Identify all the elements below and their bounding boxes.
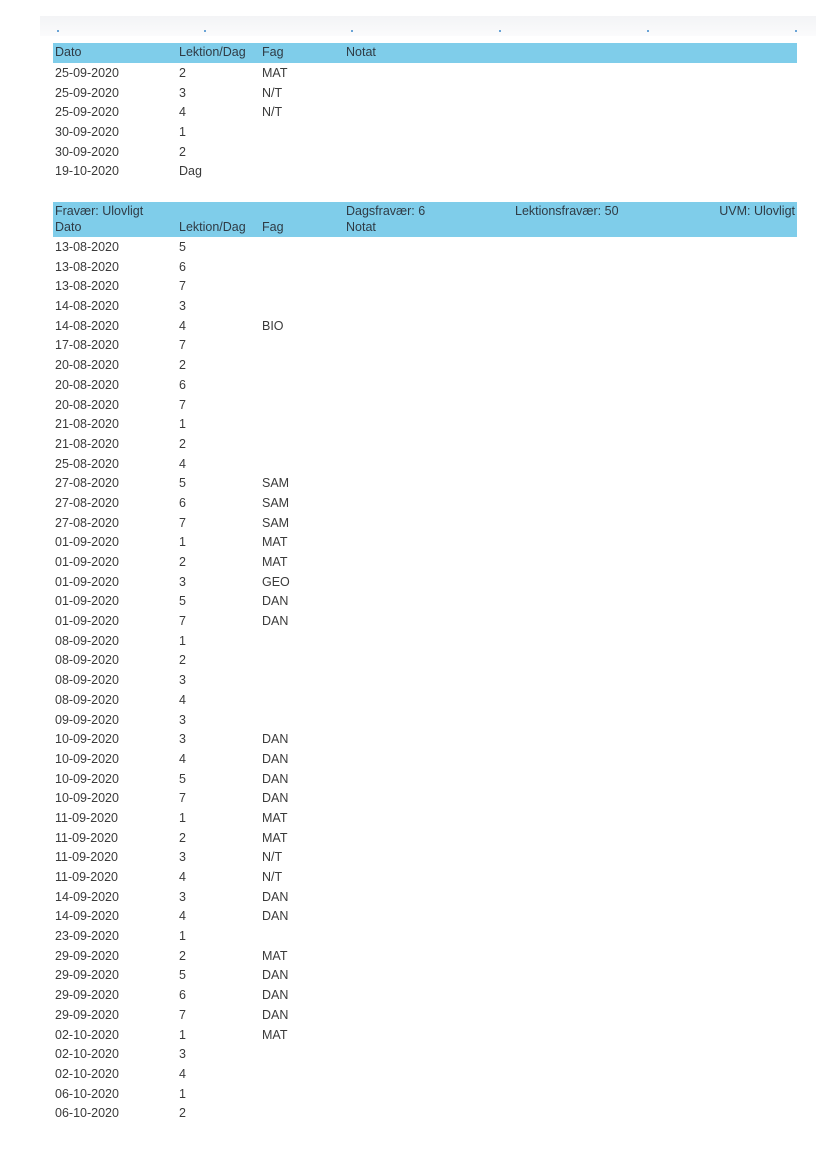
cell-dato: 27-08-2020 [55, 515, 119, 530]
table-row [53, 532, 797, 552]
cell-lektion: 7 [179, 791, 186, 806]
cell-fag: N/T [262, 850, 283, 865]
cell-lektion: 3 [179, 574, 186, 589]
cell-dato: 21-08-2020 [55, 417, 119, 432]
cell-fag: DAN [262, 1007, 289, 1022]
cell-lektion: 4 [179, 870, 186, 884]
scan-dot [499, 30, 501, 32]
header-lektion: Lektion/Dag [179, 220, 246, 234]
table-row [53, 473, 797, 493]
summary-fravaer-type: Fravær: Ulovligt [55, 204, 144, 218]
table-row [53, 335, 797, 355]
table-row [53, 906, 797, 926]
cell-dato: 30-09-2020 [55, 125, 119, 140]
cell-fag: DAN [262, 771, 289, 786]
cell-fag: MAT [262, 948, 288, 963]
table-row [53, 276, 797, 296]
table-row [53, 650, 797, 670]
table-row [53, 710, 797, 730]
cell-lektion: 4 [179, 1066, 186, 1081]
cell-lektion: 1 [179, 1086, 186, 1101]
table-row [53, 513, 797, 533]
header-dato: Dato [55, 220, 82, 234]
cell-dato: 29-09-2020 [55, 988, 119, 1003]
cell-lektion: 1 [179, 633, 186, 648]
table-row [53, 434, 797, 454]
cell-lektion: 3 [179, 889, 186, 904]
cell-dato: 08-09-2020 [55, 633, 119, 648]
cell-lektion: 7 [179, 397, 186, 412]
table-row [53, 631, 797, 651]
summary-uvm: UVM: Ulovligt [719, 204, 795, 218]
table-row [53, 1005, 797, 1025]
cell-dato: 14-09-2020 [55, 889, 119, 904]
cell-lektion: 2 [179, 555, 186, 569]
cell-fag: MAT [262, 810, 288, 825]
header-notat: Notat [346, 220, 376, 234]
table-row [53, 122, 797, 142]
table-row [53, 454, 797, 474]
table-row [53, 926, 797, 946]
table-row [53, 946, 797, 966]
cell-lektion: 1 [179, 125, 186, 140]
scan-dot [647, 30, 649, 32]
cell-fag: DAN [262, 751, 289, 766]
cell-lektion: 7 [179, 515, 186, 530]
cell-dato: 02-10-2020 [55, 1047, 119, 1062]
cell-fag: MAT [262, 830, 288, 845]
cell-dato: 13-08-2020 [55, 259, 119, 274]
cell-lektion: 2 [179, 144, 186, 159]
summary-dagsfravaer: Dagsfravær: 6 [346, 204, 426, 218]
cell-dato: 20-08-2020 [55, 377, 119, 392]
cell-fag: DAN [262, 889, 289, 904]
table-row [53, 161, 797, 181]
summary-lektionsfravaer: Lektionsfravær: 50 [515, 204, 619, 218]
table-row [53, 611, 797, 631]
cell-dato: 29-09-2020 [55, 948, 119, 963]
table-row [53, 591, 797, 611]
table-1-header [53, 43, 797, 63]
table-row [53, 257, 797, 277]
cell-dato: 01-09-2020 [55, 614, 119, 629]
cell-lektion: 6 [179, 377, 186, 392]
table-row [53, 375, 797, 395]
cell-dato: 14-08-2020 [55, 318, 119, 333]
table-row [53, 414, 797, 434]
scan-dot [204, 30, 206, 32]
cell-fag: DAN [262, 988, 289, 1003]
cell-lektion: 7 [179, 279, 186, 294]
scan-dot [351, 30, 353, 32]
cell-lektion: 4 [179, 909, 186, 924]
cell-dato: 02-10-2020 [55, 1066, 119, 1081]
scan-dot [57, 30, 59, 32]
cell-dato: 06-10-2020 [55, 1086, 119, 1101]
cell-lektion: 7 [179, 614, 186, 629]
cell-lektion: 5 [179, 771, 186, 786]
cell-lektion: 3 [179, 1047, 186, 1062]
table-row [53, 808, 797, 828]
cell-fag: DAN [262, 732, 289, 747]
cell-lektion: 1 [179, 929, 186, 944]
cell-dato: 01-09-2020 [55, 535, 119, 550]
scan-dot [795, 30, 797, 32]
cell-lektion: 5 [179, 594, 186, 609]
table-row [53, 316, 797, 336]
cell-dato: 11-09-2020 [55, 810, 119, 825]
cell-dato: 08-09-2020 [55, 673, 119, 688]
cell-lektion: 1 [179, 1027, 186, 1042]
cell-lektion: 4 [179, 692, 186, 707]
table-row [53, 867, 797, 887]
cell-lektion: 5 [179, 476, 186, 491]
cell-dato: 20-08-2020 [55, 358, 119, 373]
cell-lektion: 4 [179, 105, 186, 120]
cell-dato: 02-10-2020 [55, 1027, 119, 1042]
cell-fag: N/T [262, 105, 283, 120]
cell-dato: 08-09-2020 [55, 692, 119, 707]
table-row [53, 395, 797, 415]
absence-table-1 [53, 43, 797, 181]
table-1-rows [53, 63, 797, 181]
table-row [53, 355, 797, 375]
table-row [53, 1044, 797, 1064]
cell-lektion: 6 [179, 259, 186, 274]
table-row [53, 965, 797, 985]
header-fag: Fag [262, 45, 284, 59]
cell-fag: GEO [262, 574, 290, 589]
cell-fag: MAT [262, 535, 288, 550]
cell-dato: 17-08-2020 [55, 338, 119, 353]
cell-dato: 01-09-2020 [55, 555, 119, 569]
cell-dato: 19-10-2020 [55, 164, 119, 179]
table-row [53, 1025, 797, 1045]
cell-dato: 30-09-2020 [55, 144, 119, 159]
cell-lektion: 2 [179, 358, 186, 373]
cell-fag: DAN [262, 594, 289, 609]
absence-table-2 [53, 202, 797, 1123]
header-notat: Notat [346, 45, 376, 59]
table-row [53, 828, 797, 848]
cell-lektion: 7 [179, 338, 186, 353]
cell-dato: 27-08-2020 [55, 476, 119, 491]
cell-lektion: 7 [179, 1007, 186, 1022]
cell-lektion: 6 [179, 495, 186, 510]
table-row [53, 142, 797, 162]
cell-dato: 23-09-2020 [55, 929, 119, 944]
cell-dato: 13-08-2020 [55, 279, 119, 294]
cell-dato: 25-09-2020 [55, 85, 119, 100]
cell-lektion: 2 [179, 1106, 186, 1121]
table-row [53, 237, 797, 257]
table-row [53, 887, 797, 907]
cell-lektion: 4 [179, 318, 186, 333]
cell-fag: SAM [262, 476, 290, 491]
cell-dato: 29-09-2020 [55, 968, 119, 983]
cell-lektion: 2 [179, 436, 186, 451]
table-row [53, 1064, 797, 1084]
table-row [53, 749, 797, 769]
table-row [53, 690, 797, 710]
cell-fag: N/T [262, 870, 283, 884]
cell-fag: MAT [262, 555, 288, 569]
cell-lektion: Dag [179, 164, 202, 179]
table-row [53, 296, 797, 316]
cell-lektion: 2 [179, 948, 186, 963]
table-row [53, 83, 797, 103]
table-row [53, 670, 797, 690]
cell-lektion: 1 [179, 535, 186, 550]
cell-lektion: 6 [179, 988, 186, 1003]
cell-lektion: 1 [179, 417, 186, 432]
table-row [53, 1084, 797, 1104]
table-row [53, 102, 797, 122]
cell-fag: DAN [262, 791, 289, 806]
cell-fag: DAN [262, 968, 289, 983]
table-row [53, 1103, 797, 1123]
cell-lektion: 4 [179, 751, 186, 766]
cell-lektion: 3 [179, 673, 186, 688]
cell-dato: 10-09-2020 [55, 751, 119, 766]
cell-fag: MAT [262, 1027, 288, 1042]
cell-lektion: 4 [179, 456, 186, 471]
cell-lektion: 2 [179, 653, 186, 668]
cell-fag: SAM [262, 495, 290, 510]
cell-dato: 21-08-2020 [55, 436, 119, 451]
table-row [53, 729, 797, 749]
cell-lektion: 1 [179, 810, 186, 825]
cell-dato: 27-08-2020 [55, 495, 119, 510]
header-dato: Dato [55, 45, 82, 59]
cell-fag: DAN [262, 909, 289, 924]
header-fag: Fag [262, 220, 284, 234]
cell-dato: 09-09-2020 [55, 712, 119, 727]
cell-dato: 14-09-2020 [55, 909, 119, 924]
cell-dato: 25-08-2020 [55, 456, 119, 471]
cell-dato: 01-09-2020 [55, 594, 119, 609]
cell-dato: 10-09-2020 [55, 791, 119, 806]
cell-dato: 25-09-2020 [55, 105, 119, 120]
cell-fag: SAM [262, 515, 290, 530]
cell-lektion: 3 [179, 732, 186, 747]
cell-dato: 13-08-2020 [55, 240, 119, 254]
cell-dato: 25-09-2020 [55, 66, 119, 80]
cell-lektion: 3 [179, 850, 186, 865]
cell-lektion: 3 [179, 85, 186, 100]
cell-dato: 10-09-2020 [55, 771, 119, 786]
table-2-header [53, 202, 797, 237]
cell-dato: 01-09-2020 [55, 574, 119, 589]
table-row [53, 63, 797, 83]
table-row [53, 985, 797, 1005]
cell-lektion: 3 [179, 299, 186, 314]
cell-lektion: 5 [179, 968, 186, 983]
cell-dato: 11-09-2020 [55, 850, 119, 865]
table-row [53, 788, 797, 808]
cell-dato: 20-08-2020 [55, 397, 119, 412]
cell-dato: 10-09-2020 [55, 732, 119, 747]
table-row [53, 769, 797, 789]
cell-fag: BIO [262, 318, 284, 333]
cell-fag: MAT [262, 66, 288, 80]
cell-fag: N/T [262, 85, 283, 100]
cell-dato: 11-09-2020 [55, 870, 119, 884]
cell-dato: 08-09-2020 [55, 653, 119, 668]
table-row [53, 847, 797, 867]
header-lektion: Lektion/Dag [179, 45, 246, 59]
cell-lektion: 3 [179, 712, 186, 727]
cell-lektion: 5 [179, 240, 186, 254]
cell-fag: DAN [262, 614, 289, 629]
table-row [53, 552, 797, 572]
table-row [53, 493, 797, 513]
cell-lektion: 2 [179, 830, 186, 845]
cell-dato: 29-09-2020 [55, 1007, 119, 1022]
cell-lektion: 2 [179, 66, 186, 80]
cell-dato: 14-08-2020 [55, 299, 119, 314]
cell-dato: 11-09-2020 [55, 830, 119, 845]
table-2-rows [53, 237, 797, 1123]
page-top-strip [40, 16, 816, 36]
table-row [53, 572, 797, 592]
cell-dato: 06-10-2020 [55, 1106, 119, 1121]
